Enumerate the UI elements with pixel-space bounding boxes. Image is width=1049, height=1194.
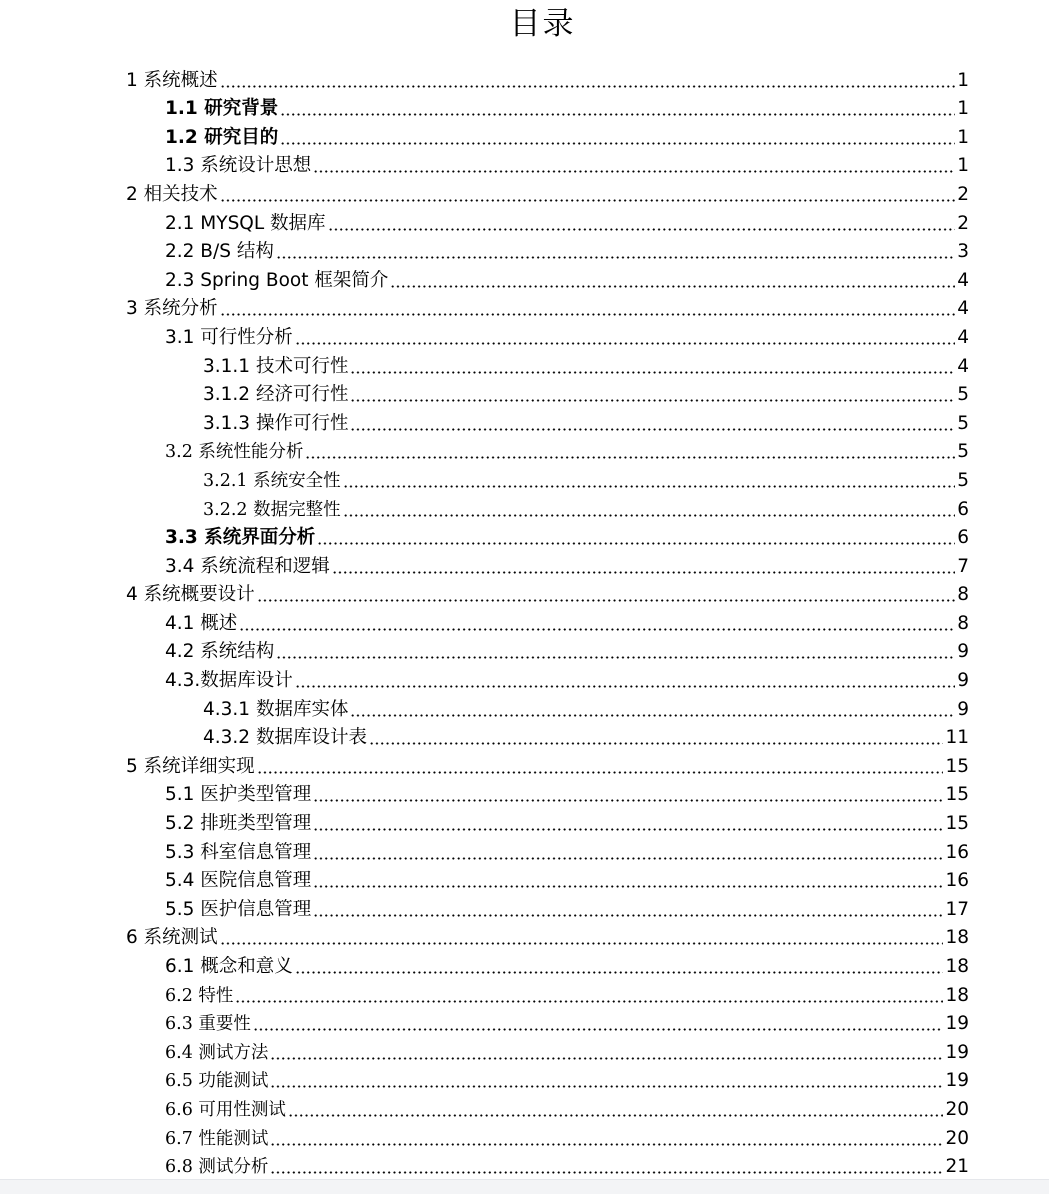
toc-entry[interactable] [0,379,1049,408]
toc-entry-page-number: 4 [957,298,969,320]
toc-entry[interactable] [0,807,1049,836]
toc-entry-page-number: 1 [957,155,969,177]
dot-leader [313,799,943,802]
toc-entry[interactable] [0,779,1049,808]
dot-leader [369,742,943,745]
dot-leader [288,1114,944,1117]
toc-entry-label: 5.1 医护类型管理 [165,784,312,806]
dot-leader [276,656,955,659]
toc-entry-page-number: 18 [945,956,969,977]
toc-entry-page-number: 1 [957,126,969,148]
toc-entry[interactable] [0,1122,1049,1151]
toc-entry-page-number: 16 [945,841,969,863]
toc-entry-page-number: 15 [945,784,969,806]
toc-entry-page-number: 4 [957,326,969,348]
dot-leader [350,428,955,431]
toc-entry[interactable] [0,464,1049,493]
dot-leader [332,571,955,574]
toc-entry-page-number: 2 [957,183,969,205]
toc-entry-page-number: 9 [957,670,969,692]
toc-entry[interactable] [0,579,1049,608]
viewer-bottom-edge [0,1179,1049,1194]
toc-entry-label: 1.2 研究目的 [165,126,279,148]
dot-leader [235,1000,943,1003]
toc-entry[interactable] [0,1093,1049,1122]
dot-leader [390,285,955,288]
dot-leader [313,914,943,917]
dot-leader [280,142,955,145]
toc-entry-page-number: 15 [945,813,969,835]
toc-entry-label: 3 系统分析 [126,298,218,320]
toc-entry-page-number: 2 [957,212,969,234]
toc-entry[interactable] [0,664,1049,693]
toc-entry-label: 6.5 功能测试 [165,1071,269,1092]
toc-entry-page-number: 1 [957,69,969,91]
toc-entry-page-number: 17 [945,898,969,920]
toc-entry-label: 4.1 概述 [165,612,238,634]
toc-entry[interactable] [0,121,1049,150]
toc-entry-page-number: 19 [945,1013,969,1035]
toc-entry[interactable] [0,150,1049,179]
toc-entry-page-number: 9 [957,641,969,663]
toc-entry-page-number: 4 [957,355,969,377]
toc-entry[interactable] [0,436,1049,465]
toc-entry-label: 6 系统测试 [126,927,218,949]
toc-entry-page-number: 8 [957,584,969,606]
toc-entry-label: 3.1.1 技术可行性 [203,355,349,377]
toc-entry-label: 4.2 系统结构 [165,641,275,663]
table-of-contents [0,64,1049,1179]
toc-entry-label: 6.1 概念和意义 [165,956,293,977]
dot-leader [313,170,955,173]
dot-leader [313,857,943,860]
toc-entry[interactable] [0,693,1049,722]
toc-entry-page-number: 18 [945,927,969,949]
dot-leader [270,1171,943,1174]
toc-entry-label: 2.1 MYSQL 数据库 [165,212,326,234]
dot-leader [220,85,956,88]
toc-entry-label: 6.3 重要性 [165,1014,251,1035]
toc-entry[interactable] [0,607,1049,636]
toc-entry-label: 3.3 系统界面分析 [165,527,316,549]
toc-entry-label: 6.2 特性 [165,985,234,1006]
toc-entry-label: 5.4 医院信息管理 [165,870,312,892]
dot-leader [313,885,943,888]
toc-entry[interactable] [0,1151,1049,1180]
toc-entry-page-number: 21 [945,1156,969,1178]
toc-entry-label: 3.4 系统流程和逻辑 [165,555,330,577]
toc-entry[interactable] [0,1065,1049,1094]
toc-entry-page-number: 18 [945,984,969,1006]
toc-entry-label: 3.2.2 数据完整性 [203,499,341,520]
toc-entry-label: 1.3 系统设计思想 [165,155,312,177]
toc-entry-label: 1 系统概述 [126,69,218,91]
toc-entry[interactable] [0,636,1049,665]
toc-entry-label: 6.8 测试分析 [165,1157,269,1178]
dot-leader [343,485,956,488]
toc-entry[interactable] [0,893,1049,922]
toc-entry-page-number: 5 [957,412,969,434]
dot-leader [239,628,955,631]
toc-entry[interactable] [0,722,1049,751]
toc-entry-label: 5.3 科室信息管理 [165,841,312,863]
toc-entry[interactable] [0,178,1049,207]
dot-leader [328,228,956,231]
toc-entry[interactable] [0,93,1049,122]
toc-entry[interactable] [0,550,1049,579]
toc-entry-label: 2.3 Spring Boot 框架简介 [165,269,389,291]
toc-entry[interactable] [0,950,1049,979]
dot-leader [317,542,955,545]
toc-entry-label: 5 系统详细实现 [126,755,255,777]
toc-entry[interactable] [0,750,1049,779]
toc-entry-label: 2 相关技术 [126,183,218,205]
toc-entry-page-number: 3 [957,241,969,263]
toc-entry[interactable] [0,350,1049,379]
toc-entry-page-number: 19 [945,1041,969,1063]
dot-leader [220,942,944,945]
dot-leader [350,714,955,717]
toc-entry-label: 6.6 可用性测试 [165,1099,286,1120]
dot-leader [270,1085,943,1088]
dot-leader [350,399,955,402]
toc-entry[interactable] [0,1008,1049,1037]
toc-entry-page-number: 1 [957,98,969,120]
toc-entry[interactable] [0,64,1049,93]
toc-entry-page-number: 5 [957,384,969,406]
toc-entry[interactable] [0,836,1049,865]
toc-entry[interactable] [0,1036,1049,1065]
toc-entry-label: 4.3.2 数据库设计表 [203,727,367,749]
toc-entry[interactable] [0,407,1049,436]
toc-entry-label: 4.3.1 数据库实体 [203,698,349,720]
dot-leader [295,685,955,688]
toc-entry-label: 4.3.数据库设计 [165,670,293,692]
toc-entry[interactable] [0,236,1049,265]
toc-entry-page-number: 7 [957,555,969,577]
toc-entry-page-number: 20 [945,1127,969,1149]
toc-entry-label: 5.5 医护信息管理 [165,898,312,920]
dot-leader [257,599,956,602]
dot-leader [276,256,955,259]
toc-entry[interactable] [0,522,1049,551]
toc-entry-label: 1.1 研究背景 [165,98,279,120]
toc-entry[interactable] [0,865,1049,894]
dot-leader [257,771,944,774]
toc-entry-page-number: 9 [957,698,969,720]
toc-entry-label: 6.7 性能测试 [165,1128,269,1149]
toc-entry-page-number: 11 [945,727,969,749]
dot-leader [295,971,944,974]
dot-leader [220,313,956,316]
toc-entry-label: 3.1 可行性分析 [165,326,293,348]
dot-leader [295,342,955,345]
toc-entry-label: 3.1.2 经济可行性 [203,384,349,406]
toc-entry-page-number: 5 [957,441,969,463]
toc-entry-label: 4 系统概要设计 [126,584,255,606]
toc-entry[interactable] [0,321,1049,350]
dot-leader [220,199,956,202]
toc-entry[interactable] [0,207,1049,236]
toc-entry-label: 2.2 B/S 结构 [165,241,274,263]
dot-leader [313,828,943,831]
toc-entry-label: 3.2 系统性能分析 [165,442,304,463]
dot-leader [270,1057,943,1060]
toc-entry-page-number: 19 [945,1070,969,1092]
page-title: 目录 [509,6,576,42]
toc-entry-label: 5.2 排班类型管理 [165,813,312,835]
toc-entry-label: 6.4 测试方法 [165,1042,269,1063]
dot-leader [343,514,956,517]
dot-leader [280,113,955,116]
toc-entry-page-number: 6 [957,527,969,549]
toc-entry-page-number: 6 [957,498,969,520]
toc-entry[interactable] [0,293,1049,322]
dot-leader [253,1028,944,1031]
dot-leader [350,371,955,374]
dot-leader [305,456,955,459]
toc-entry[interactable] [0,979,1049,1008]
toc-entry-page-number: 4 [957,269,969,291]
dot-leader [270,1143,943,1146]
toc-entry[interactable] [0,922,1049,951]
toc-entry-page-number: 16 [945,870,969,892]
toc-entry[interactable] [0,493,1049,522]
toc-entry[interactable] [0,264,1049,293]
toc-entry-page-number: 15 [945,755,969,777]
toc-entry-page-number: 8 [957,612,969,634]
toc-entry-label: 3.2.1 系统安全性 [203,470,341,491]
toc-entry-page-number: 20 [945,1098,969,1120]
toc-entry-page-number: 5 [957,469,969,491]
toc-entry-label: 3.1.3 操作可行性 [203,412,349,434]
